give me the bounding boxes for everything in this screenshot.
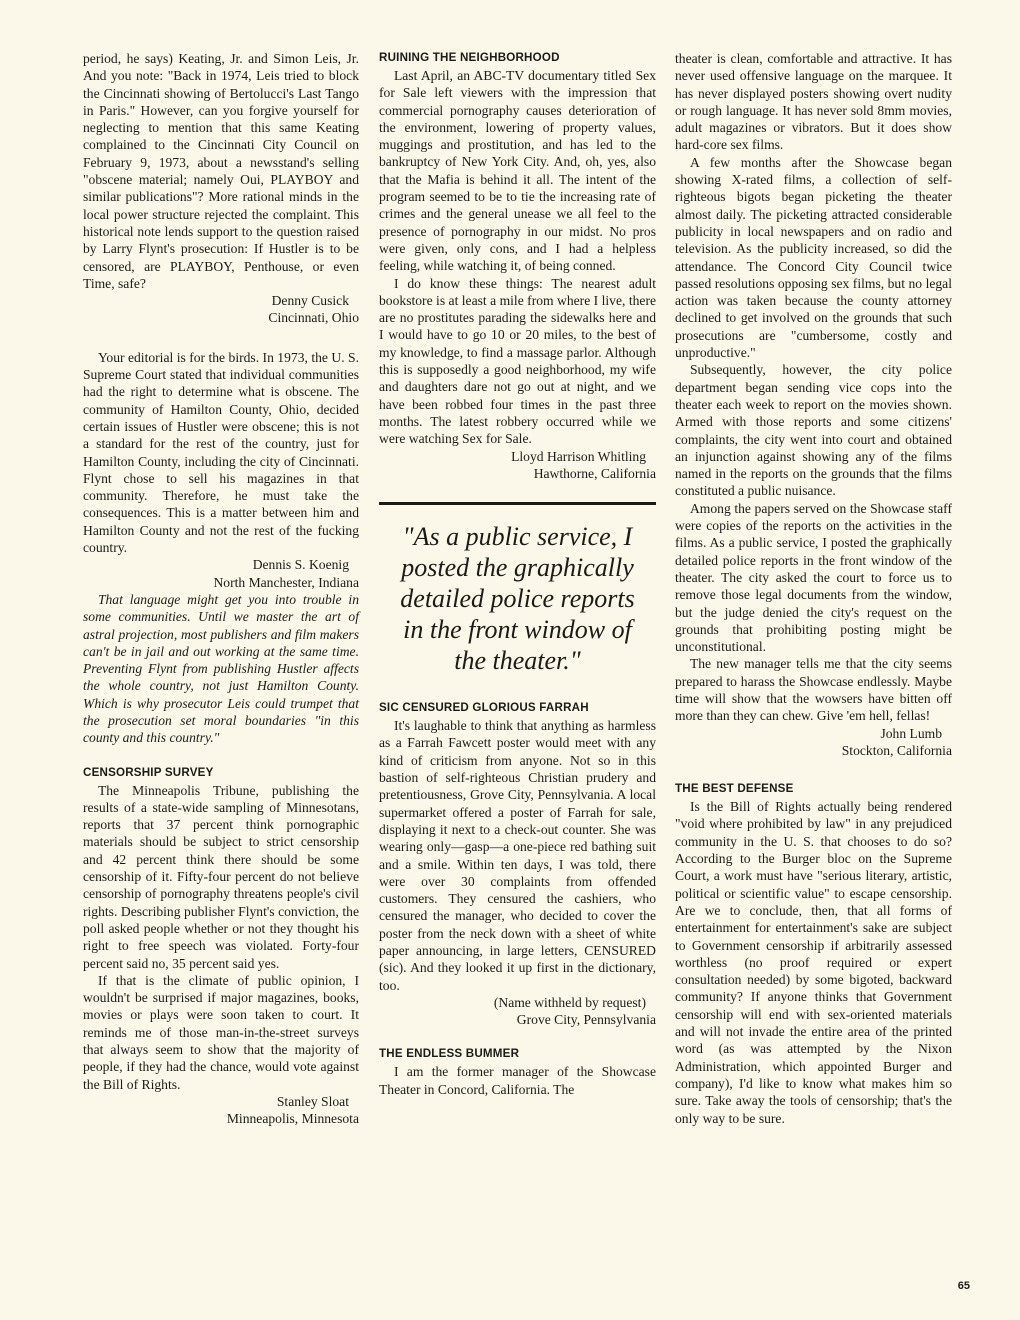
letter-paragraph: Among the papers served on the Showcase staff were copies of the reports on the activities in the films. As a public service, I posted the graphically detailed police reports in the front window of the theater. The city asked the court to force us to remove those legal documents from the window, but the judge denied the city's request on the grounds that prohibiting posting might be unconstitutional. — [675, 500, 952, 655]
signature-name: Lloyd Harrison Whitling — [511, 448, 646, 464]
column-3 — [675, 50, 952, 1127]
letter-paragraph: The Minneapolis Tribune, publishing the results of a state-wide sampling of Minnesotans, reports that 37 percent think pornographic materials should be subject to strict censorship and 42 percent think there should be some censorship of it. Fifty-four percent do not believe censorship of pornography threatens people's civil rights. Describing publisher Flynt's conviction, the poll asked people whether or not they thought his right to free speech was violated. Forty-four percent said no, 35 percent said yes. — [83, 782, 359, 971]
page-number: 65 — [957, 1280, 970, 1292]
pull-quote: "As a public service, I posted the graphically detailed police reports in the front window of the theater." — [379, 502, 656, 676]
signature-place: Cincinnati, Ohio — [268, 310, 359, 326]
letter-paragraph: If that is the climate of public opinion, I wouldn't be surprised if major magazines, books, movies or plays were soon taken to court. It reminds me of those man-in-the-street surveys that always seem to show that the majority of people, if they had the chance, would vote against the Bill of Rights. — [83, 972, 359, 1092]
letter-paragraph: period, he says) Keating, Jr. and Simon Leis, Jr. And you note: "Back in 1974, Leis tried to block the Cincinnati showing of Bertolucci's Last Tango in Paris." However, can you forgive yourself for neglecting to mention that this same Keating complained to the Cincinnati City Council on February 9, 1973, about a newsstand's selling "obscene material; namely Oui, PLAYBOY and similar publications"? More rational minds in the local power structure rejected the complaint. This historical note lends support to the question raised by Larry Flynt's prosecution: If Hustler is to be censored, are PLAYBOY, Penthouse, or even Time, safe? — [83, 51, 359, 291]
letter-paragraph: I am the former manager of the Showcase Theater in Concord, California. The — [379, 1064, 656, 1097]
editor-reply: That language might get you into trouble in some communities. Until we master the art of astral projection, most publishers and film makers can't be in jail and out working at the same time. Preventing Flynt from publishing Hustler affects the whole country, not just Hamilton County. Which is why prosecutor Leis could trumpet that the prosecution set moral boundaries "in this county and this country." — [83, 591, 359, 746]
letter-paragraph: Last April, an ABC-TV documentary titled Sex for Sale left viewers with the impression that commercial pornography causes deterioration of the environment, lowering of property values, muggings and prostitution, and has led to the bankruptcy of New York City. And, oh, yes, also that the Mafia is behind it all. The intent of the program seemed to be to tie the increasing rate of crimes and the general unease we all feel to the presence of pornography in our midst. No pros were given, only cons, and I had a helpless feeling, while watching it, of being conned. — [379, 68, 656, 274]
section-heading: SIC CENSURED GLORIOUS FARRAH — [379, 701, 589, 715]
section-heading: THE ENDLESS BUMMER — [379, 1047, 520, 1061]
column-2 — [379, 50, 656, 1098]
signature-name: John Lumb — [880, 725, 942, 741]
letter-signature — [83, 1093, 359, 1128]
signature-place: Hawthorne, California — [533, 465, 656, 481]
signature-name: Denny Cusick — [271, 293, 349, 309]
letter-paragraph: Your editorial is for the birds. In 1973, the U. S. Supreme Court stated that individual communities had the right to determine what is obscene. The community of Hamilton County, Ohio, decided certain issues of Hustler were obscene; this is not a standard for the rest of the country, just for Hamilton County, including the city of Cincinnati. Flynt chose to sell his magazines in that community. Therefore, he must take the consequences. This is a matter between him and Hamilton County and not the rest of the fucking country. — [83, 349, 359, 556]
letter-paragraph: It's laughable to think that anything as harmless as a Farrah Fawcett poster would meet with any kind of criticism from anyone. Not so in this bastion of self-righteous Christian prudery and pretentiousness, Grove City, Pennsylvania. A local supermarket offered a poster of Farrah for sale, displaying it next to a check-out counter. She was wearing only—gasp—a one-piece red bathing suit and a smile. Within ten days, I was told, there were over 30 complaints from offended customers. They censured the cashiers, who censured the manager, who decided to cover the poster from the neck down with a sheet of white paper announcing, in large letters, CENSURED (sic). And they looked it up first in the dictionary, too. — [379, 718, 656, 993]
letter-signature — [83, 556, 359, 591]
letter-signature — [675, 725, 952, 760]
signature-name: Stanley Sloat — [276, 1093, 349, 1109]
letter-paragraph: Subsequently, however, the city police department began sending vice cops into the theater each week to report on the movies shown. Armed with those reports and some citizens' complaints, the city went into court and obtained an injunction against showing any of the films named in the reports on the grounds that the films constituted a public nuisance. — [675, 362, 952, 499]
signature-place: Stockton, California — [841, 742, 952, 758]
letter-paragraph: I do know these things: The nearest adult bookstore is at least a mile from where I live, there are no prostitutes parading the sidewalks here and I would have to go 10 or 20 miles, to the best of my knowledge, to find a massage parlor. Although this is supposedly a good neighborhood, my wife and daughters dare not go out at night, and we have been robbed four times in the past three months. The latest robbery occurred while we were watching Sex for Sale. — [379, 275, 656, 447]
letter-paragraph: theater is clean, comfortable and attractive. It has never used offensive language on the marquee. It has never displayed posters showing overt nudity or rough language. It has never sold 8mm movies, adult magazines or vibrators. But it does show hard-core sex films. — [675, 51, 952, 153]
signature-place: Minneapolis, Minnesota — [226, 1111, 359, 1127]
letter-signature — [379, 994, 656, 1029]
section-heading: THE BEST DEFENSE — [675, 782, 794, 796]
signature-place: North Manchester, Indiana — [213, 574, 359, 590]
section-heading: RUINING THE NEIGHBORHOOD — [379, 51, 560, 64]
letter-signature — [83, 292, 359, 327]
letter-paragraph: Is the Bill of Rights actually being rendered "void where prohibited by law" in any prejudiced community in the U. S. that chooses to do so? According to the Burger bloc on the Supreme Court, a work must have "serious literary, artistic, political or scientific value" to escape censorship. Are we to conclude, then, that all forms of entertainment for entertainment's sake are subject to Government censorship if arbitrarily assessed worthless (no proof required or expert consultation needed) by some bigoted, backward community? If anyone thinks that Government censorship will end with sex-oriented materials and will not invade the entire area of the printed word (as was attempted by the Nixon Administration, which appointed Burger and company), I'd like to know what makes him so sure. Take away the tools of censorship; that's the only way to be sure. — [675, 799, 952, 1126]
section-heading: CENSORSHIP SURVEY — [83, 765, 214, 779]
letter-paragraph: The new manager tells me that the city seems prepared to harass the Showcase endlessly. Maybe time will show that the wowsers have bitten off more than they can chew. Give 'em hell, fellas! — [675, 656, 952, 724]
column-1 — [83, 50, 359, 1128]
signature-place: Grove City, Pennsylvania — [516, 1012, 656, 1028]
signature-name: (Name withheld by request) — [493, 994, 646, 1010]
letter-paragraph: A few months after the Showcase began showing X-rated films, a collection of self-righteous bigots began picketing the theater almost daily. The picketing attracted considerable publicity in local newspapers and on radio and television. As the publicity increased, so did the attendance. The Concord City Council twice passed resolutions opposing sex films, but no legal action was taken because the county attorney declined to get involved on the grounds that such prosecutions are "cumbersome, costly and unproductive." — [675, 154, 952, 361]
letter-signature — [379, 448, 656, 483]
signature-name: Dennis S. Koenig — [252, 557, 349, 573]
